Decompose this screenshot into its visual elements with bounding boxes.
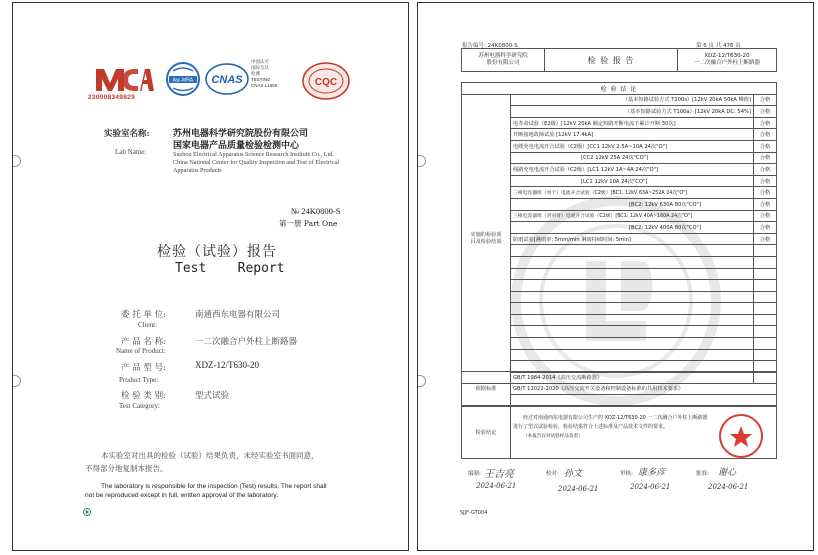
test-category-label: 检 验 类 别: (121, 391, 166, 401)
header-doc-title: 检 验 报 告 (545, 49, 678, 72)
empty-row (511, 314, 754, 326)
note-cn-1: 本实验室对出具的检验（试验）结果负责，未经实验室书面同意， (101, 451, 319, 460)
sign-review-label: 审核: (620, 471, 633, 477)
footer-code: SJJF-GT004 (460, 510, 488, 516)
empty-row (511, 303, 754, 315)
sign-date-3: 2024-06-21 (630, 483, 671, 491)
lab-name-cn-2: 国家电器产品质量检验检测中心 (173, 141, 300, 151)
lab-name-en-2: China National Center for Quality Inspection and Test of Electrical (173, 159, 339, 166)
client-label-en: Client: (138, 321, 158, 329)
test-conclusion-table (461, 82, 777, 384)
svg-text:CQC: CQC (314, 77, 338, 88)
signature-check: 孙文 (564, 469, 583, 479)
red-seal-stamp-icon (718, 413, 764, 459)
signature-review: 康多彦 (638, 468, 666, 478)
test-item-row: [BC2: 12kV 630A 80次"CO"] (511, 198, 754, 210)
test-item-row: 开断接地故障试验 [12kV 17.4kA] (511, 129, 754, 141)
empty-row (511, 245, 754, 257)
binding-hole (417, 375, 426, 387)
test-result: 合格 (754, 187, 777, 199)
page-report-number: 报告编号: 24K0800-S (462, 43, 518, 49)
product-type-label-en: Product Type: (119, 376, 159, 384)
volume-label: 第一册 Part One (279, 219, 338, 228)
empty-row (511, 326, 754, 338)
product-name-value: 一二次融合户外柱上断路器 (195, 337, 298, 347)
sign-approve-label: 批准: (696, 471, 709, 477)
test-item-row: 防雨试验[淋雨率: 5mm/min 淋雨持续时间: 5min] (511, 233, 754, 245)
note-cn-2: 不得部分地复制本报告。 (85, 464, 168, 473)
conclusion-label: 检验结论 (462, 406, 511, 459)
report-title-cn: 检验（试验）报告 (157, 244, 277, 260)
cma-number: 230008349829 (88, 94, 135, 101)
test-item-row: [CC2 12kV 25A 24次"CO"] (511, 152, 754, 164)
empty-row (511, 256, 754, 268)
report-header-table (461, 48, 777, 72)
product-type-label: 产 品 型 号: (121, 363, 166, 373)
test-category-label-en: Test Category: (119, 402, 160, 410)
test-result: 合格 (754, 233, 777, 245)
lab-name-en-3: Apparatus Products (173, 167, 222, 174)
ilac-mra-logo-icon (165, 61, 201, 97)
binding-hole (417, 155, 426, 167)
lab-name-label-en: Lab Name: (115, 148, 147, 156)
green-seal-dot-icon (83, 508, 91, 516)
test-item-row: [LC2 12kV 10A 24次"CO"] (511, 175, 754, 187)
test-result: 合格 (754, 210, 777, 222)
sign-edit-label: 编制: (468, 471, 481, 477)
sign-date-1: 2024-06-21 (476, 482, 517, 490)
test-result: 合格 (754, 129, 777, 141)
standards-label: 依据标准 (462, 372, 511, 407)
signature-approve: 谢心 (718, 468, 737, 478)
lab-name-en-1: Suzhou Electrical Apparatus Science Research Institute Co., Ltd. (173, 151, 334, 158)
cnas-caption: 中国认可 国际互认 检测 TESTING CNAS L1650 (251, 59, 278, 88)
test-item-row: 三相电容器组（单个）电流开合试验（C2级）[BC1: 12kV 63A~252A 24次"O"] (511, 187, 754, 199)
client-value: 南通西东电器有限公司 (195, 310, 281, 320)
product-name-label-en: Name of Product: (116, 347, 166, 355)
test-item-row: 线路充电电流开合试验（C2级）[LC1 12kV 1A~4A 24次"O"] (511, 164, 754, 176)
header-model: XDZ-12/T630-20 一二次融合户外柱上断路器 (678, 49, 777, 72)
test-result: 合格 (754, 175, 777, 187)
empty-row (511, 349, 754, 361)
test-category-value: 型式试验 (195, 391, 230, 401)
conclusion-header: 检 验 结 论 (462, 83, 777, 95)
binding-hole (12, 155, 21, 167)
page-count: 第 6 页 共 476 页 (696, 43, 741, 49)
standard-item: GB/T 11022-2020《高压交流开关设备和控制设备标准的共用技术要求》 (511, 383, 777, 395)
test-result: 合格 (754, 198, 777, 210)
standards-table (461, 371, 777, 407)
standard-item: GB/T 1984-2014《高压交流断路器》 (511, 372, 777, 384)
test-item-row: （基本短路试验方式 T100s）[12kV 20kA 50kA 峰值] (511, 94, 754, 106)
client-label: 委 托 单 位: (121, 310, 166, 320)
test-item-row: 三相电容器组（背对背）电流开合试验（C2级）[BC1: 12kV 40A~160A 24次"O"] (511, 210, 754, 222)
report-title-en: Test Report (175, 261, 285, 276)
test-item-row: 电缆充电电流开合试验（C2级）[CC1 12kV 2.5A~10A 24次"O"] (511, 140, 754, 152)
signature-edit: 王吉亮 (484, 469, 514, 480)
test-result: 合格 (754, 152, 777, 164)
test-result: 合格 (754, 164, 777, 176)
lab-name-cn-1: 苏州电器科学研究院股份有限公司 (173, 129, 309, 139)
test-item-row: [BC2: 12kV 400A 80次"CO"] (511, 222, 754, 234)
cnas-logo-icon (205, 61, 249, 97)
lab-name-label: 实验室名称: (104, 129, 150, 139)
test-result: 合格 (754, 140, 777, 152)
empty-row (511, 280, 754, 292)
sign-check-label: 校对: (546, 471, 559, 477)
sign-date-2: 2024-06-21 (558, 485, 599, 493)
report-number: № 24K0800-S (291, 206, 341, 216)
svg-text:ilac-MRA: ilac-MRA (172, 77, 194, 84)
header-org: 苏州电器科学研究院 股份有限公司 (462, 49, 545, 72)
conclusion-text: 经过对南通西东电器有限公司生产的 XDZ-12/T630-20 一二次融合户外柱上断路器 进行了型式试验检验，检验结果符合上述标准及产品技术文件的要求。 （本报告仅对试验样品负责） (511, 406, 777, 459)
note-en-2: not be reproduced except in full, written approval of the laboratory. (85, 492, 279, 499)
svg-text:CNAS: CNAS (211, 74, 243, 86)
items-group-label: 实施的检验项 目及检验结果 (462, 94, 511, 384)
test-result: 合格 (754, 106, 777, 118)
test-result: 合格 (754, 222, 777, 234)
product-type-value: XDZ-12/T630-20 (195, 360, 259, 370)
test-result: 合格 (754, 94, 777, 106)
note-en-1: The laboratory is responsible for the inspection (Test) results. The report shall (101, 483, 327, 490)
test-item-row: （基本短路试验方式 T100a）[12kV 20kA DC: 54%] (511, 106, 754, 118)
empty-row (511, 338, 754, 350)
cqc-seal-logo-icon (301, 61, 351, 101)
sign-date-4: 2024-06-21 (708, 483, 749, 491)
product-name-label: 产 品 名 称: (121, 337, 166, 347)
empty-row (511, 291, 754, 303)
empty-row (511, 268, 754, 280)
test-item-row: 电寿命试验（E2级）[12kV 20kA 额定短路开断电流下累计开断 30次] (511, 117, 754, 129)
test-result: 合格 (754, 117, 777, 129)
report-conclusion-page (417, 2, 814, 551)
binding-hole (12, 375, 21, 387)
report-cover-page (12, 2, 409, 551)
